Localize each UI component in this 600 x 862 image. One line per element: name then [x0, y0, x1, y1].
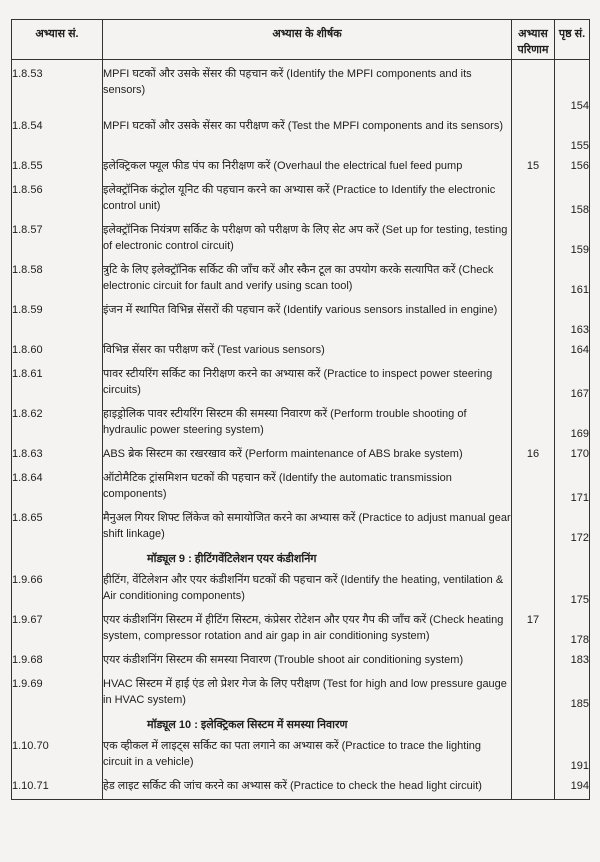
exercise-result: 16: [512, 444, 555, 468]
exercise-result: [512, 776, 555, 800]
exercise-title: एक व्हीकल में लाइट्स सर्किट का पता लगाने का अभ्यास करें (Practice to trace the lighting circuit in a vehicle): [103, 736, 512, 776]
page-number: 158: [555, 180, 590, 220]
exercise-number: 1.8.61: [12, 364, 103, 404]
exercise-result: [512, 674, 555, 714]
page-number: 172: [555, 508, 590, 548]
exercise-title: इलेक्ट्रिकल फ्यूल फीड पंप का निरीक्षण करें (Overhaul the electrical fuel feed pump: [103, 156, 512, 180]
exercise-number: 1.8.62: [12, 404, 103, 444]
exercise-result: 17: [512, 610, 555, 650]
exercise-number: 1.8.55: [12, 156, 103, 180]
exercise-result: [512, 508, 555, 548]
exercise-row: [12, 260, 590, 300]
exercise-result: 15: [512, 156, 555, 180]
exercise-title: इलेक्ट्रॉनिक कंट्रोल यूनिट की पहचान करने का अभ्यास करें (Practice to Identify the electronic control unit): [103, 180, 512, 220]
page-number: 191: [555, 736, 590, 776]
exercise-title: इलेक्ट्रॉनिक नियंत्रण सर्किट के परीक्षण को परीक्षण के लिए सेट अप करें (Set up for testing, testing of electronic control circuit): [103, 220, 512, 260]
page-number: 154: [555, 60, 590, 116]
page-number: 183: [555, 650, 590, 674]
module-heading-row: [12, 714, 590, 736]
exercise-row: [12, 180, 590, 220]
page-number: 194: [555, 776, 590, 800]
exercise-result: [512, 650, 555, 674]
empty-cell: [512, 714, 555, 736]
exercise-row: [12, 650, 590, 674]
page-number: 178: [555, 610, 590, 650]
exercise-result: [512, 260, 555, 300]
exercise-row: [12, 508, 590, 548]
exercise-result: [512, 60, 555, 116]
exercise-result: [512, 300, 555, 340]
exercise-row: [12, 340, 590, 364]
page-number: 161: [555, 260, 590, 300]
header-exercise-title: अभ्यास के शीर्षक: [103, 20, 512, 60]
header-exercise-number: अभ्यास सं.: [12, 20, 103, 60]
exercise-number: 1.10.70: [12, 736, 103, 776]
exercise-number: 1.8.63: [12, 444, 103, 468]
module-title-cell: [103, 548, 512, 570]
page-number: 163: [555, 300, 590, 340]
header-page-number: पृष्ठ सं.: [555, 20, 590, 60]
exercise-title: एयर कंडीशनिंग सिस्टम की समस्या निवारण (Trouble shoot air conditioning system): [103, 650, 512, 674]
exercise-title: HVAC सिस्टम में हाई एंड लो प्रेशर गेज के लिए परीक्षण (Test for high and low pressure gauge in HVAC system): [103, 674, 512, 714]
page-number: 175: [555, 570, 590, 610]
exercise-row: [12, 364, 590, 404]
exercise-title: ऑटोमैटिक ट्रांसमिशन घटकों की पहचान करें (Identify the automatic transmission components): [103, 468, 512, 508]
empty-cell: [555, 714, 590, 736]
exercise-row: [12, 444, 590, 468]
page-number: 155: [555, 116, 590, 156]
exercise-row: [12, 156, 590, 180]
table-header-row: [12, 20, 590, 60]
exercise-number: 1.8.53: [12, 60, 103, 116]
exercise-title: हाइड्रोलिक पावर स्टीयरिंग सिस्टम की समस्या निवारण करें (Perform trouble shooting of hydraulic power steering system): [103, 404, 512, 444]
exercise-title: ABS ब्रेक सिस्टम का रखरखाव करें (Perform maintenance of ABS brake system): [103, 444, 512, 468]
page-number: 185: [555, 674, 590, 714]
exercise-title: हीटिंग, वेंटिलेशन और एयर कंडीशनिंग घटकों की पहचान करें (Identify the heating, ventilation & Air conditioning components): [103, 570, 512, 610]
exercise-result: [512, 404, 555, 444]
module-title: मॉड्यूल 10 : इलेक्ट्रिकल सिस्टम में समस्या निवारण: [147, 718, 348, 731]
exercise-result: [512, 468, 555, 508]
module-title: मॉड्यूल 9 : हीटिंगवेंटिलेशन एयर कंडीशनिंग: [147, 552, 317, 565]
page-number: 156: [555, 156, 590, 180]
exercise-title: इंजन में स्थापित विभिन्न सेंसरों की पहचान करें (Identify various sensors installed in engine): [103, 300, 512, 340]
page-number: 169: [555, 404, 590, 444]
exercise-number: 1.9.67: [12, 610, 103, 650]
module-title-cell: [103, 714, 512, 736]
exercise-row: [12, 300, 590, 340]
exercise-row: [12, 468, 590, 508]
exercise-row: [12, 776, 590, 800]
exercise-row: [12, 404, 590, 444]
exercise-title: MPFI घटकों और उसके सेंसर की पहचान करें (Identify the MPFI components and its sensors): [103, 60, 512, 116]
page-number: 171: [555, 468, 590, 508]
empty-cell: [12, 714, 103, 736]
exercise-row: [12, 570, 590, 610]
page-number: 170: [555, 444, 590, 468]
page-number: 159: [555, 220, 590, 260]
exercise-result: [512, 116, 555, 156]
exercise-number: 1.8.57: [12, 220, 103, 260]
exercise-title: मैनुअल गियर शिफ्ट लिंकेज को समायोजित करने का अभ्यास करें (Practice to adjust manual gear shift linkage): [103, 508, 512, 548]
exercise-number: 1.8.64: [12, 468, 103, 508]
exercise-title: एयर कंडीशनिंग सिस्टम में हीटिंग सिस्टम, कंप्रेसर रोटेशन और एयर गैप की जाँच करें (Check heating system, compressor rotation and air gap in air conditioning system): [103, 610, 512, 650]
exercise-result: [512, 340, 555, 364]
exercise-result: [512, 736, 555, 776]
exercise-number: 1.8.54: [12, 116, 103, 156]
exercise-number: 1.8.56: [12, 180, 103, 220]
exercise-result: [512, 180, 555, 220]
exercise-title: त्रुटि के लिए इलेक्ट्रॉनिक सर्किट की जाँच करें और स्कैन टूल का उपयोग करके सत्यापित करें (Check electronic circuit for fault and verify using scan tool): [103, 260, 512, 300]
exercise-number: 1.8.58: [12, 260, 103, 300]
exercise-title: पावर स्टीयरिंग सर्किट का निरीक्षण करने का अभ्यास करें (Practice to inspect power steering circuits): [103, 364, 512, 404]
exercise-row: [12, 736, 590, 776]
exercise-number: 1.9.66: [12, 570, 103, 610]
exercise-number: 1.8.65: [12, 508, 103, 548]
page-number: 167: [555, 364, 590, 404]
exercise-row: [12, 116, 590, 156]
exercise-row: [12, 674, 590, 714]
exercise-number: 1.10.71: [12, 776, 103, 800]
header-exercise-result: अभ्यास परिणाम: [512, 20, 555, 60]
module-heading-row: [12, 548, 590, 570]
exercise-number: 1.9.68: [12, 650, 103, 674]
exercise-index-table: [11, 19, 590, 800]
exercise-title: MPFI घटकों और उसके सेंसर का परीक्षण करें (Test the MPFI components and its sensors): [103, 116, 512, 156]
exercise-result: [512, 364, 555, 404]
exercise-number: 1.8.60: [12, 340, 103, 364]
exercise-result: [512, 220, 555, 260]
exercise-number: 1.8.59: [12, 300, 103, 340]
exercise-title: हेड लाइट सर्किट की जांच करने का अभ्यास करें (Practice to check the head light circuit): [103, 776, 512, 800]
exercise-row: [12, 220, 590, 260]
exercise-title: विभिन्न सेंसर का परीक्षण करें (Test various sensors): [103, 340, 512, 364]
empty-cell: [555, 548, 590, 570]
exercise-row: [12, 610, 590, 650]
page-number: 164: [555, 340, 590, 364]
empty-cell: [12, 548, 103, 570]
exercise-number: 1.9.69: [12, 674, 103, 714]
table-body: [12, 60, 590, 800]
empty-cell: [512, 548, 555, 570]
exercise-row: [12, 60, 590, 116]
exercise-result: [512, 570, 555, 610]
